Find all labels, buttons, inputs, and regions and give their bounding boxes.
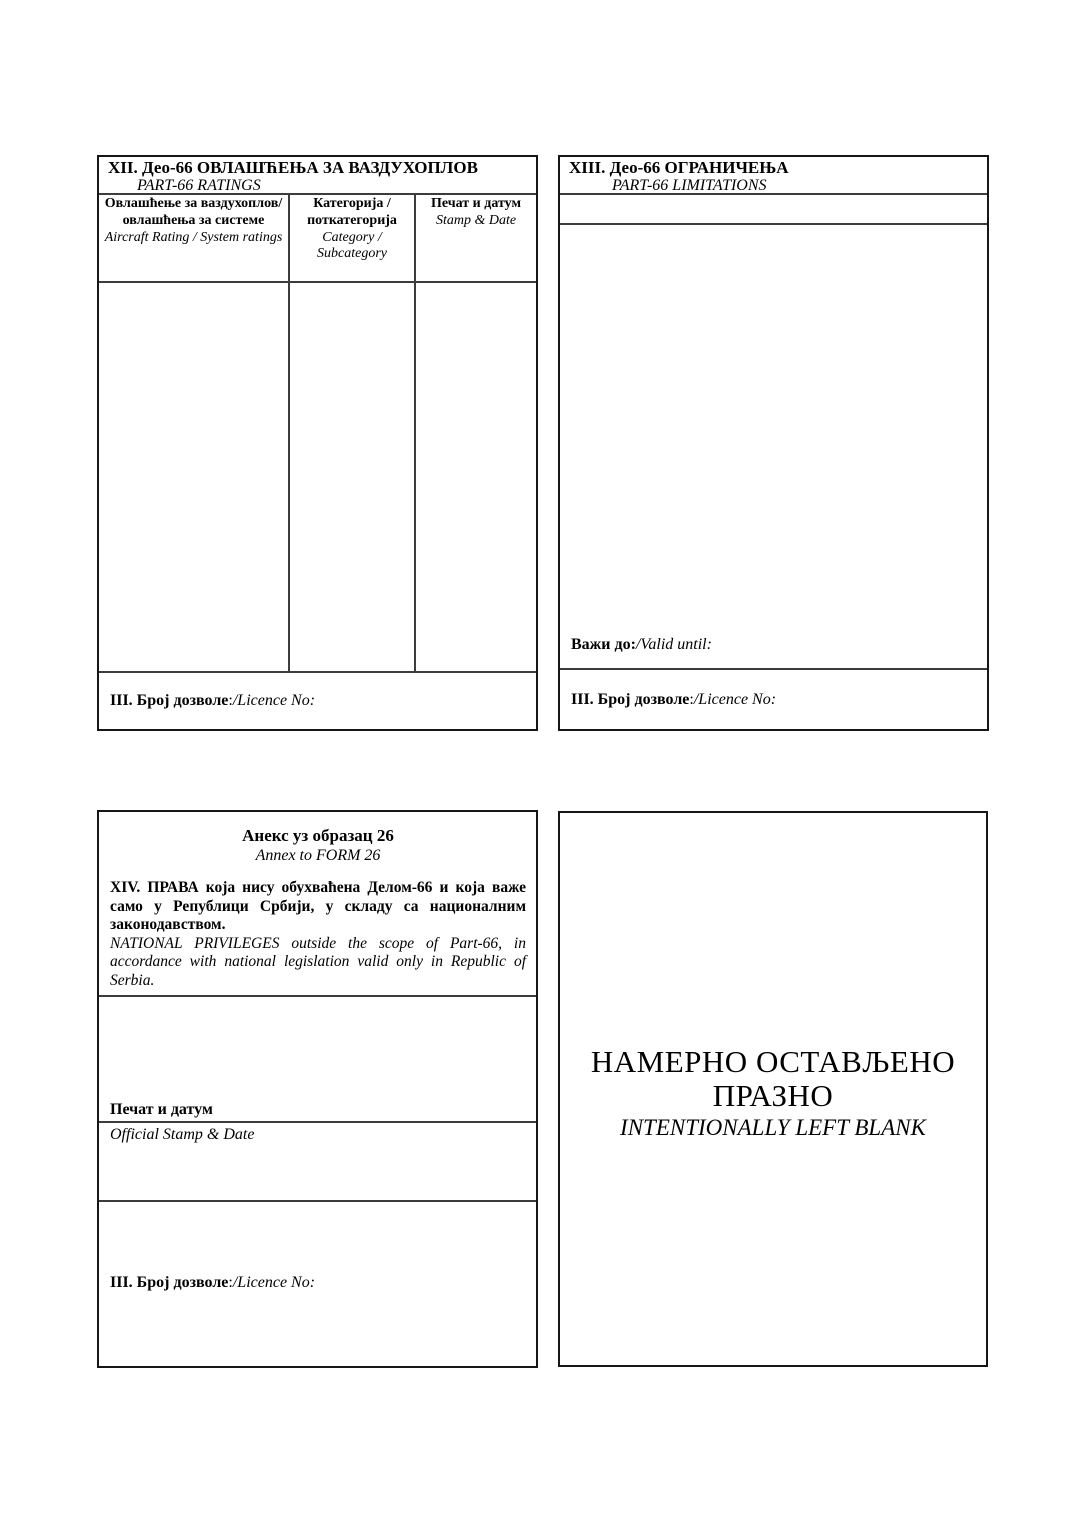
annex-licence-no-row — [99, 1202, 536, 1366]
licence-no-separator: : — [228, 692, 233, 709]
valid-until-english: /Valid until: — [635, 636, 712, 653]
panel-part66-ratings — [97, 155, 538, 731]
ratings-licence-no-row — [99, 673, 536, 729]
valid-until-serbian: Важи до: — [571, 636, 636, 653]
column-label-serbian: Категорија / поткатегорија — [307, 196, 397, 228]
blank-text-serbian: НАМЕРНО ОСТАВЉЕНО ПРАЗНО — [590, 1044, 956, 1113]
stamp-date-label-english: Official Stamp & Date — [99, 1123, 536, 1202]
panel-part66-limitations — [558, 155, 989, 731]
limitations-title-serbian: XIII. Део-66 ОГРАНИЧЕЊА — [569, 158, 789, 177]
official-stamp-area — [99, 997, 536, 1123]
column-label-serbian: Овлашћење за ваздухоплов/ овлашћења за системе — [104, 196, 283, 228]
limitations-licence-no-row — [560, 670, 987, 729]
ratings-table-body — [99, 283, 536, 673]
ratings-entry-area-stamp — [416, 283, 536, 671]
stamp-date-label-serbian: Печат и датум — [110, 1101, 213, 1118]
column-label-serbian: Печат и датум — [431, 196, 521, 211]
limitations-title-english: PART-66 LIMITATIONS — [612, 177, 767, 194]
annex-title-english: Annex to FORM 26 — [255, 847, 381, 864]
valid-until-label — [571, 636, 712, 654]
panel-annex-national-privileges — [97, 810, 538, 1368]
ratings-entry-area-aircraft — [99, 283, 290, 671]
licence-no-label-serbian: III. Број дозволе — [571, 690, 690, 708]
ratings-column-category — [290, 195, 416, 281]
licence-no-separator: : — [228, 1274, 233, 1291]
licence-no-label-serbian: III. Број дозволе — [110, 692, 229, 709]
licence-no-label-english: /Licence No: — [232, 692, 316, 709]
limitations-entry-area — [560, 225, 987, 670]
column-label-english: Stamp & Date — [435, 212, 517, 228]
licence-no-label-english: /Licence No: — [693, 690, 777, 708]
ratings-column-aircraft-rating — [99, 195, 290, 281]
limitations-spacer-row — [560, 195, 987, 225]
ratings-column-stamp-date — [416, 195, 536, 281]
ratings-title-english: PART-66 RATINGS — [137, 177, 261, 194]
ratings-entry-area-category — [290, 283, 416, 671]
licence-no-separator: : — [689, 690, 694, 708]
ratings-panel-title — [99, 157, 536, 195]
intentionally-left-blank-text — [560, 1045, 986, 1143]
annex-header-section — [99, 812, 536, 997]
national-privileges-clause — [110, 879, 526, 990]
licence-no-label-english: /Licence No: — [232, 1274, 316, 1291]
limitations-panel-title — [560, 157, 987, 195]
annex-title — [110, 826, 526, 865]
panel-intentionally-blank — [558, 811, 988, 1367]
annex-title-serbian: Анекс уз образац 26 — [242, 826, 394, 845]
column-label-english: Aircraft Rating / System ratings — [104, 229, 283, 245]
column-label-english: Category / Subcategory — [317, 229, 387, 262]
blank-text-english: INTENTIONALLY LEFT BLANK — [620, 1115, 926, 1140]
ratings-title-serbian: XII. Део-66 ОВЛАШЋЕЊА ЗА ВАЗДУХОПЛОВ — [108, 158, 478, 177]
ratings-table-header — [99, 195, 536, 283]
clause-serbian: XIV. ПРАВА која нису обухваћена Делом-66 и која важе само у Републици Србији, у складу са националним законодавством. — [110, 879, 526, 933]
licence-no-label-serbian: III. Број дозволе — [110, 1274, 229, 1291]
clause-english: NATIONAL PRIVILEGES outside the scope of Part-66, in accordance with national legislation valid only in Republic of Serbia. — [110, 934, 526, 989]
